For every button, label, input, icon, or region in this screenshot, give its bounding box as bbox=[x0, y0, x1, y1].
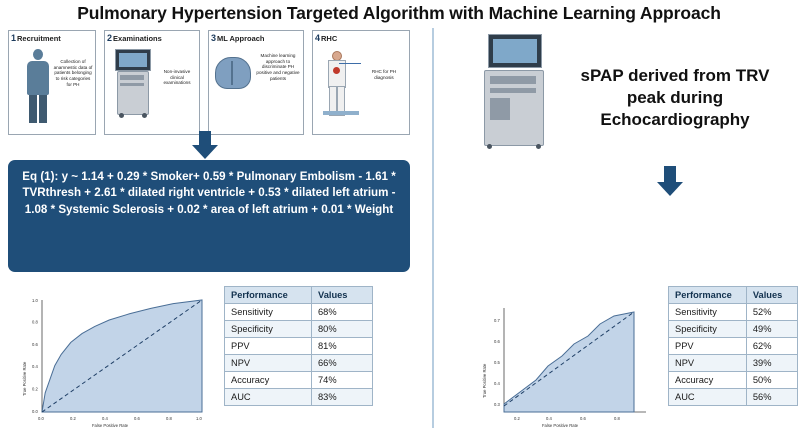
svg-text:0.6: 0.6 bbox=[580, 416, 586, 421]
metric-npv-left: NPV bbox=[225, 355, 312, 372]
value-auc-right: 56% bbox=[746, 389, 797, 406]
catheterization-icon bbox=[321, 51, 351, 121]
step-number-4: 4 bbox=[315, 33, 321, 43]
value-npv-left: 66% bbox=[312, 355, 373, 372]
step-header-2 bbox=[105, 31, 199, 43]
value-accuracy-right: 50% bbox=[746, 372, 797, 389]
svg-text:0.4: 0.4 bbox=[102, 416, 108, 421]
metric-ppv-left: PPV bbox=[225, 338, 312, 355]
roc-right-ylabel: True Positive Rate bbox=[482, 363, 487, 398]
table-header-metric-left: Performance bbox=[225, 287, 312, 304]
table-row bbox=[669, 389, 798, 406]
svg-text:0.0: 0.0 bbox=[38, 416, 44, 421]
vertical-divider bbox=[432, 28, 434, 428]
table-header-row-right bbox=[669, 287, 798, 304]
table-row bbox=[225, 355, 373, 372]
table-row bbox=[669, 321, 798, 338]
metric-npv-right: NPV bbox=[669, 355, 747, 372]
svg-text:0.0: 0.0 bbox=[32, 409, 38, 414]
step-card-recruitment bbox=[8, 30, 96, 135]
value-specificity-left: 80% bbox=[312, 321, 373, 338]
roc-right-xlabel: False Positive Rate bbox=[542, 423, 579, 428]
table-row bbox=[669, 355, 798, 372]
roc-chart-right bbox=[470, 300, 656, 432]
roc-left-ylabel: True Positive Rate bbox=[22, 361, 27, 396]
table-row bbox=[669, 372, 798, 389]
table-row bbox=[225, 338, 373, 355]
svg-text:0.7: 0.7 bbox=[494, 318, 500, 323]
echocardiograph-large-icon bbox=[478, 34, 550, 154]
step-body-2 bbox=[105, 43, 199, 129]
step-label-4: RHC bbox=[321, 34, 338, 43]
echocardiograph-icon bbox=[111, 49, 155, 125]
svg-text:1.0: 1.0 bbox=[32, 298, 38, 303]
step-number-3: 3 bbox=[211, 33, 217, 43]
performance-table-right bbox=[668, 286, 798, 406]
step-label-2: Examinations bbox=[113, 34, 162, 43]
metric-sensitivity-right: Sensitivity bbox=[669, 304, 747, 321]
step-body-3 bbox=[209, 43, 303, 129]
value-accuracy-left: 74% bbox=[312, 372, 373, 389]
step-caption-4: RHC for PH diagnosis bbox=[371, 69, 397, 80]
value-npv-right: 39% bbox=[746, 355, 797, 372]
svg-text:0.4: 0.4 bbox=[546, 416, 552, 421]
table-row bbox=[225, 389, 373, 406]
svg-text:0.6: 0.6 bbox=[32, 341, 38, 347]
step-card-examinations bbox=[104, 30, 200, 135]
metric-ppv-right: PPV bbox=[669, 338, 747, 355]
performance-table-left bbox=[224, 286, 373, 406]
svg-text:1.0: 1.0 bbox=[196, 416, 202, 421]
step-body-1 bbox=[9, 43, 95, 129]
table-row bbox=[225, 321, 373, 338]
metric-accuracy-left: Accuracy bbox=[225, 372, 312, 389]
value-sensitivity-right: 52% bbox=[746, 304, 797, 321]
step-header-1 bbox=[9, 31, 95, 43]
step-caption-3: Machine learning approach to discriminate PH positive and negative patients bbox=[256, 53, 300, 81]
table-row bbox=[669, 304, 798, 321]
value-auc-left: 83% bbox=[312, 389, 373, 406]
svg-text:0.4: 0.4 bbox=[32, 364, 38, 370]
svg-text:0.2: 0.2 bbox=[514, 416, 520, 421]
brain-icon bbox=[215, 57, 251, 89]
step-label-3: ML Approach bbox=[217, 34, 265, 43]
step-label-1: Recruitment bbox=[17, 34, 61, 43]
value-ppv-left: 81% bbox=[312, 338, 373, 355]
svg-text:0.4: 0.4 bbox=[494, 381, 500, 386]
metric-sensitivity-left: Sensitivity bbox=[225, 304, 312, 321]
svg-text:0.2: 0.2 bbox=[32, 386, 38, 392]
svg-text:0.2: 0.2 bbox=[70, 416, 76, 421]
step-header-3 bbox=[209, 31, 303, 43]
value-sensitivity-left: 68% bbox=[312, 304, 373, 321]
roc-plot-left-svg bbox=[14, 292, 210, 432]
table-header-value-left: Values bbox=[312, 287, 373, 304]
metric-auc-right: AUC bbox=[669, 389, 747, 406]
step-caption-1: Collection of anamnestic data of patients belonging to risk categories for PH bbox=[53, 59, 93, 87]
step-card-ml-approach bbox=[208, 30, 304, 135]
equation-box: Eq (1): y ~ 1.14 + 0.29 * Smoker+ 0.59 * Pulmonary Embolism - 1.61 * TVRthresh + 2.61 * dilated right ventricle + 0.53 * dilated left atrium - 1.08 * Systemic Sclerosis + 0.02 * area of left atrium + 0.01 * Weight bbox=[8, 160, 410, 272]
svg-text:0.8: 0.8 bbox=[614, 416, 620, 421]
svg-text:0.3: 0.3 bbox=[494, 402, 500, 407]
svg-text:0.6: 0.6 bbox=[494, 339, 500, 344]
svg-text:0.8: 0.8 bbox=[166, 416, 172, 421]
table-header-row-left bbox=[225, 287, 373, 304]
table-row bbox=[225, 372, 373, 389]
roc-plot-right-svg bbox=[470, 300, 656, 432]
step-number-1: 1 bbox=[11, 33, 17, 43]
svg-text:0.8: 0.8 bbox=[32, 319, 38, 325]
svg-text:0.6: 0.6 bbox=[134, 416, 140, 421]
page-title: Pulmonary Hypertension Targeted Algorithm with Machine Learning Approach bbox=[77, 3, 721, 23]
roc-left-xlabel: False Positive Rate bbox=[92, 423, 129, 428]
table-row bbox=[669, 338, 798, 355]
table-header-value-right: Values bbox=[746, 287, 797, 304]
table-header-metric-right: Performance bbox=[669, 287, 747, 304]
step-number-2: 2 bbox=[107, 33, 113, 43]
step-card-rhc bbox=[312, 30, 410, 135]
step-header-4 bbox=[313, 31, 409, 43]
metric-accuracy-right: Accuracy bbox=[669, 372, 747, 389]
metric-specificity-right: Specificity bbox=[669, 321, 747, 338]
step-body-4 bbox=[313, 43, 409, 129]
roc-chart-left bbox=[14, 292, 210, 432]
metric-auc-left: AUC bbox=[225, 389, 312, 406]
svg-text:0.5: 0.5 bbox=[494, 360, 500, 365]
patient-icon bbox=[25, 49, 51, 123]
metric-specificity-left: Specificity bbox=[225, 321, 312, 338]
table-row bbox=[225, 304, 373, 321]
step-caption-2: Non-invasive clinical examinations bbox=[163, 69, 191, 86]
value-specificity-right: 49% bbox=[746, 321, 797, 338]
right-heading: sPAP derived from TRV peak during Echocardiography bbox=[580, 66, 770, 130]
value-ppv-right: 62% bbox=[746, 338, 797, 355]
